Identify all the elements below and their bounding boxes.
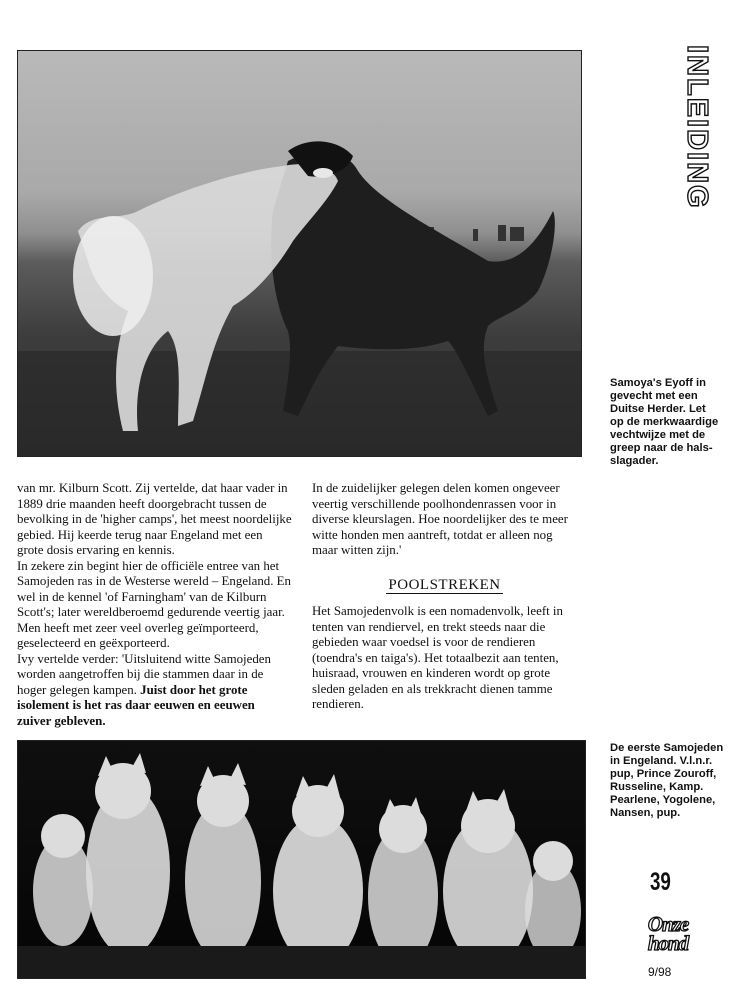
issue-number: 9/98 <box>648 965 672 979</box>
photo-dog-fight <box>17 50 582 457</box>
section-title: INLEIDING <box>681 45 713 210</box>
page-number: 39 <box>650 868 671 896</box>
paragraph: In zekere zin begint hier de officiële entree van het Samojeden ras in de Westerse wereld – Engeland. En wel in de kennel 'of Farningham' van de Kilburn Scott's; later wereldberoemd gedurende veertig jaar. Men heeft met zeer veel overleg geïmporteerd, geselecteerd en geëxporteerd. <box>17 558 291 650</box>
magazine-logo <box>640 912 696 955</box>
logo-line-1: Onze <box>647 912 689 936</box>
subheading-text: POOLSTREKEN <box>388 576 501 593</box>
paragraph <box>17 652 292 730</box>
logo-line-2: hond <box>647 931 689 955</box>
paragraph: Het Samojedenvolk is een nomadenvolk, leeft in tenten van rendiervel, en trekt steeds naar die gebieden waar voedsel is voor de rendieren (toendra's en taiga's). Het totaalbezit aan tenten, huisraad, vrouwen en kinderen wordt op grote sleden geladen en als trekkracht dienen tamme rendieren. <box>312 604 563 711</box>
paragraph: van mr. Kilburn Scott. Zij vertelde, dat haar vader in 1889 drie maanden heeft doorgebracht tussen de bevolking in de 'higher camps', het meest noordelijke gebied. Hij keerde terug naar Engeland met een grote dosis ervaring en kennis. <box>17 481 292 557</box>
photo-caption-top: Samoya's Eyoff in gevecht met een Duitse Herder. Let op de merkwaardige vechtwijze met de greep naar de hals- slagader. <box>610 377 719 467</box>
subheading <box>312 578 577 594</box>
paragraph: In de zuidelijker gelegen delen komen ongeveer veertig verschillende poolhondenrassen voor in diverse kleurslagen. Hoe noordelijker des te meer witte honden men aantreft, totdat er alleen nog maar witten zijn.' <box>312 481 568 557</box>
photo-caption-bottom: De eerste Samojeden in Engeland. V.l.n.r. pup, Prince Zouroff, Russeline, Kamp. Pearlene, Yogolene, Nansen, pup. <box>610 742 724 819</box>
samoyeds-illustration <box>18 741 585 978</box>
text-column-right <box>312 481 577 713</box>
photo-samoyeds-group <box>17 740 586 979</box>
dog-fight-illustration <box>18 51 581 456</box>
paragraph-bold-text: Juist door het grote isolement is het ras daar eeuwen en eeuwen zuiver gebleven. <box>17 682 255 728</box>
paragraph-text: Ivy vertelde verder: 'Uitsluitend witte Samojeden worden aangetroffen bij die stammen daar in de hoger gelegen kampen. <box>17 651 271 697</box>
text-column-left <box>17 481 292 729</box>
